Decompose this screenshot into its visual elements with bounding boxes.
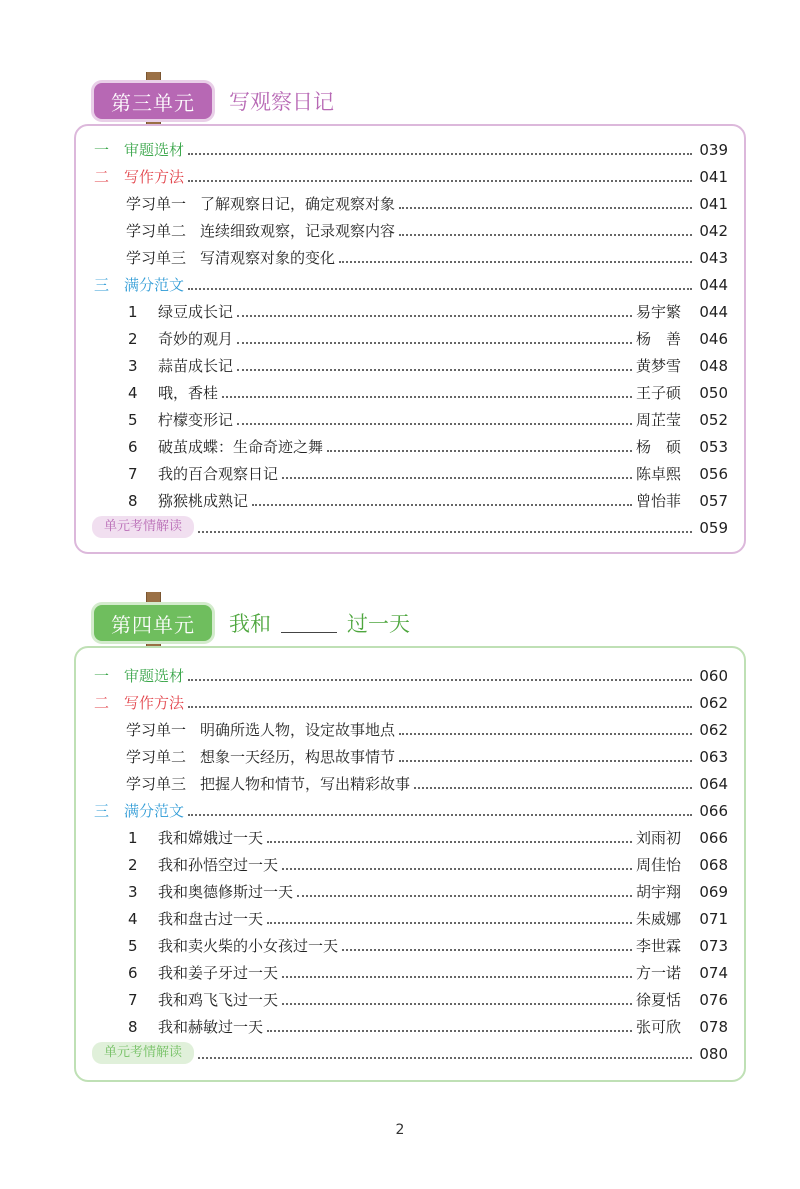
page-number: 062 xyxy=(699,694,728,712)
dot-leader xyxy=(188,179,692,182)
unit-4-title xyxy=(229,605,410,641)
toc-unit-review-row[interactable] xyxy=(88,1038,728,1064)
dot-leader xyxy=(237,368,632,371)
essay-number: 6 xyxy=(128,438,138,456)
essay-title: 我和盘古过一天 xyxy=(158,910,264,928)
unit-3-title: 写观察日记 xyxy=(229,90,334,114)
dot-leader xyxy=(399,233,692,236)
essay-author: 徐夏恬 xyxy=(636,991,682,1009)
dot-leader xyxy=(198,1056,692,1059)
page-number: 076 xyxy=(699,991,728,1009)
section-number: 三 xyxy=(94,802,110,820)
essay-title: 我和赫敏过一天 xyxy=(158,1018,264,1036)
toc-subitem-row[interactable] xyxy=(94,242,728,268)
subitem-title: 了解观察日记，确定观察对象 xyxy=(200,195,396,213)
subitem-title: 写清观察对象的变化 xyxy=(200,249,336,267)
essay-number: 8 xyxy=(128,1018,138,1036)
unit-review-pill: 单元考情解读 xyxy=(92,516,194,538)
toc-essay-row[interactable] xyxy=(94,849,728,875)
essay-author: 李世霖 xyxy=(636,937,682,955)
dot-leader xyxy=(252,503,632,506)
fill-in-blank xyxy=(281,614,337,633)
page-number: 078 xyxy=(699,1018,728,1036)
page-number: 060 xyxy=(699,667,728,685)
toc-essay-row[interactable] xyxy=(94,1011,728,1037)
page-number: 044 xyxy=(699,276,728,294)
dot-leader xyxy=(282,1002,632,1005)
page-number: 046 xyxy=(699,330,728,348)
dot-leader xyxy=(198,530,692,533)
toc-subitem-row[interactable] xyxy=(94,714,728,740)
page-number: 059 xyxy=(699,519,728,537)
essay-number: 5 xyxy=(128,411,138,429)
toc-essay-row[interactable] xyxy=(94,957,728,983)
section-number: 一 xyxy=(94,667,110,685)
essay-number: 2 xyxy=(128,330,138,348)
essay-number: 7 xyxy=(128,465,138,483)
dot-leader xyxy=(237,422,632,425)
toc-essay-row[interactable] xyxy=(94,404,728,430)
page-number: 052 xyxy=(699,411,728,429)
dot-leader xyxy=(414,786,692,789)
toc-section-row[interactable] xyxy=(94,687,728,713)
section-title: 写作方法 xyxy=(124,168,185,186)
dot-leader xyxy=(188,813,692,816)
section-title: 审题选材 xyxy=(124,667,185,685)
essay-number: 4 xyxy=(128,384,138,402)
essay-title: 奇妙的观月 xyxy=(158,330,234,348)
toc-essay-row[interactable] xyxy=(94,485,728,511)
subitem-title: 想象一天经历，构思故事情节 xyxy=(200,748,396,766)
page-number: 068 xyxy=(699,856,728,874)
toc-essay-row[interactable] xyxy=(94,431,728,457)
dot-leader xyxy=(188,287,692,290)
toc-subitem-row[interactable] xyxy=(94,188,728,214)
dot-leader xyxy=(222,395,632,398)
essay-author: 杨 善 xyxy=(636,330,682,348)
page-number: 066 xyxy=(699,802,728,820)
essay-title: 我和卖火柴的小女孩过一天 xyxy=(158,937,339,955)
page-number: 062 xyxy=(699,721,728,739)
page-number: 050 xyxy=(699,384,728,402)
essay-number: 4 xyxy=(128,910,138,928)
dot-leader xyxy=(399,206,692,209)
unit-3-label: 第三单元 xyxy=(94,83,212,119)
essay-title: 我的百合观察日记 xyxy=(158,465,279,483)
subitem-title: 把握人物和情节，写出精彩故事 xyxy=(200,775,411,793)
page-number: 056 xyxy=(699,465,728,483)
page-number: 048 xyxy=(699,357,728,375)
page-number: 064 xyxy=(699,775,728,793)
page-number: 063 xyxy=(699,748,728,766)
dot-leader xyxy=(399,732,692,735)
essay-title: 我和孙悟空过一天 xyxy=(158,856,279,874)
page-number: 041 xyxy=(699,168,728,186)
section-title: 写作方法 xyxy=(124,694,185,712)
page-number: 071 xyxy=(699,910,728,928)
subitem-label: 学习单三 xyxy=(126,249,187,267)
essay-title: 猕猴桃成熟记 xyxy=(158,492,249,510)
page-number-footer: 2 xyxy=(395,1122,405,1138)
dot-leader xyxy=(282,867,632,870)
page-number: 044 xyxy=(699,303,728,321)
page-number: 057 xyxy=(699,492,728,510)
subitem-title: 连续细致观察，记录观察内容 xyxy=(200,222,396,240)
essay-number: 1 xyxy=(128,829,138,847)
page-number: 066 xyxy=(699,829,728,847)
essay-number: 6 xyxy=(128,964,138,982)
toc-section-row[interactable] xyxy=(94,161,728,187)
dot-leader xyxy=(399,759,692,762)
essay-title: 绿豆成长记 xyxy=(158,303,234,321)
section-number: 二 xyxy=(94,694,110,712)
essay-author: 朱威娜 xyxy=(636,910,682,928)
toc-section-row[interactable] xyxy=(94,269,728,295)
toc-section-row[interactable] xyxy=(94,134,728,160)
essay-author: 周佳怡 xyxy=(636,856,682,874)
essay-author: 胡宇翔 xyxy=(636,883,682,901)
unit-review-pill: 单元考情解读 xyxy=(92,1042,194,1064)
toc-section-row[interactable] xyxy=(94,795,728,821)
section-number: 二 xyxy=(94,168,110,186)
subitem-title: 明确所选人物，设定故事地点 xyxy=(200,721,396,739)
page-number: 053 xyxy=(699,438,728,456)
essay-number: 3 xyxy=(128,883,138,901)
essay-number: 1 xyxy=(128,303,138,321)
toc-essay-row[interactable] xyxy=(94,876,728,902)
toc-subitem-row[interactable] xyxy=(94,215,728,241)
essay-author: 曾怡菲 xyxy=(636,492,682,510)
section-title: 满分范文 xyxy=(124,276,185,294)
essay-author: 张可欣 xyxy=(636,1018,682,1036)
section-number: 三 xyxy=(94,276,110,294)
section-title: 审题选材 xyxy=(124,141,185,159)
toc-subitem-row[interactable] xyxy=(94,741,728,767)
toc-essay-row[interactable] xyxy=(94,822,728,848)
toc-unit-review-row[interactable] xyxy=(88,512,728,538)
essay-author: 黄梦雪 xyxy=(636,357,682,375)
subitem-label: 学习单一 xyxy=(126,721,187,739)
page-number: 074 xyxy=(699,964,728,982)
toc-essay-row[interactable] xyxy=(94,323,728,349)
dot-leader xyxy=(327,449,632,452)
dot-leader xyxy=(282,476,632,479)
page-number: 042 xyxy=(699,222,728,240)
essay-title: 柠檬变形记 xyxy=(158,411,234,429)
dot-leader xyxy=(339,260,692,263)
essay-author: 方一诺 xyxy=(636,964,682,982)
essay-title: 破茧成蝶：生命奇迹之舞 xyxy=(158,438,324,456)
unit-4-title-before: 我和 xyxy=(229,612,271,636)
unit-4-label: 第四单元 xyxy=(94,605,212,641)
essay-title: 蒜苗成长记 xyxy=(158,357,234,375)
subitem-label: 学习单二 xyxy=(126,222,187,240)
essay-author: 陈卓熙 xyxy=(636,465,682,483)
subitem-label: 学习单三 xyxy=(126,775,187,793)
essay-author: 杨 硕 xyxy=(636,438,682,456)
essay-title: 我和嫦娥过一天 xyxy=(158,829,264,847)
essay-number: 5 xyxy=(128,937,138,955)
dot-leader xyxy=(188,705,692,708)
page-number: 039 xyxy=(699,141,728,159)
toc-essay-row[interactable] xyxy=(94,377,728,403)
dot-leader xyxy=(267,840,632,843)
essay-author: 易宇繁 xyxy=(636,303,682,321)
dot-leader xyxy=(297,894,632,897)
dot-leader xyxy=(188,678,692,681)
page-number: 041 xyxy=(699,195,728,213)
subitem-label: 学习单二 xyxy=(126,748,187,766)
essay-title: 我和姜子牙过一天 xyxy=(158,964,279,982)
essay-title: 哦，香桂 xyxy=(158,384,219,402)
essay-number: 7 xyxy=(128,991,138,1009)
toc-essay-row[interactable] xyxy=(94,350,728,376)
unit-3-toc-box xyxy=(74,124,746,554)
section-title: 满分范文 xyxy=(124,802,185,820)
toc-essay-row[interactable] xyxy=(94,458,728,484)
page-number: 069 xyxy=(699,883,728,901)
unit-4-toc-box xyxy=(74,646,746,1082)
section-number: 一 xyxy=(94,141,110,159)
toc-subitem-row[interactable] xyxy=(94,768,728,794)
dot-leader xyxy=(267,1029,632,1032)
subitem-label: 学习单一 xyxy=(126,195,187,213)
toc-section-row[interactable] xyxy=(94,660,728,686)
essay-number: 8 xyxy=(128,492,138,510)
essay-author: 王子硕 xyxy=(636,384,682,402)
dot-leader xyxy=(342,948,632,951)
essay-title: 我和奥德修斯过一天 xyxy=(158,883,294,901)
essay-title: 我和鸡飞飞过一天 xyxy=(158,991,279,1009)
toc-essay-row[interactable] xyxy=(94,930,728,956)
dot-leader xyxy=(188,152,692,155)
essay-number: 2 xyxy=(128,856,138,874)
toc-essay-row[interactable] xyxy=(94,984,728,1010)
dot-leader xyxy=(282,975,632,978)
dot-leader xyxy=(237,314,632,317)
essay-number: 3 xyxy=(128,357,138,375)
dot-leader xyxy=(237,341,632,344)
essay-author: 刘雨初 xyxy=(636,829,682,847)
toc-essay-row[interactable] xyxy=(94,296,728,322)
unit-4-title-after: 过一天 xyxy=(347,612,410,636)
dot-leader xyxy=(267,921,632,924)
page-number: 043 xyxy=(699,249,728,267)
page-number: 080 xyxy=(699,1045,728,1063)
page-number: 073 xyxy=(699,937,728,955)
essay-author: 周芷莹 xyxy=(636,411,682,429)
toc-essay-row[interactable] xyxy=(94,903,728,929)
